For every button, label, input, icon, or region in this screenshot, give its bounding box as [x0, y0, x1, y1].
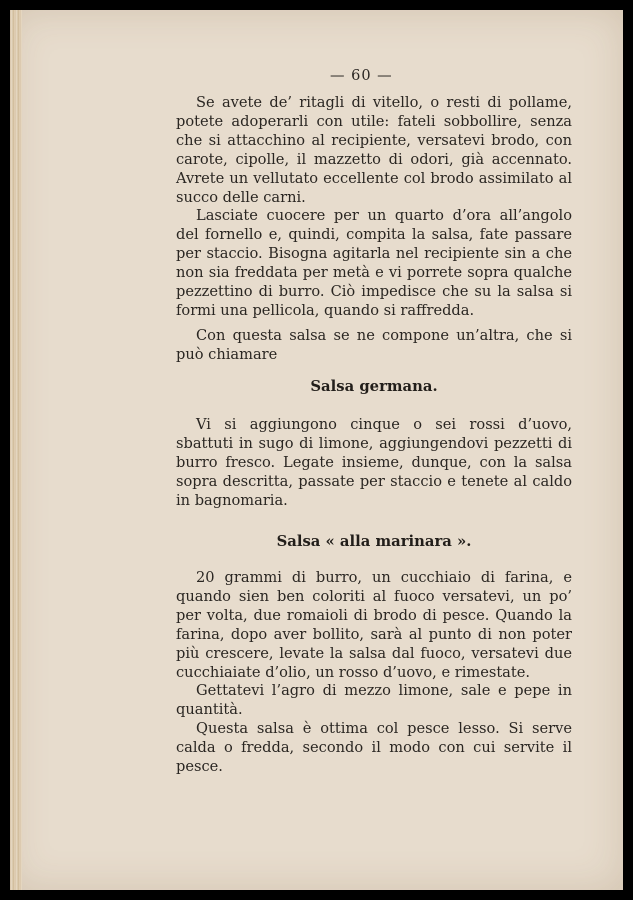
paragraph: Lasciate cuocere per un quarto d’ora all’angolo del fornello e, quindi, compita la salsa, fate passare per staccio. Bisogna agitarla nel recipiente sin a che non sia freddata per metà e vi porrete sopra qualche pezzettino di burro. Ciò impedisce che su la salsa si formi una pellicola, quando si raffredda. — [176, 207, 572, 319]
paragraph: 20 grammi di burro, un cucchiaio di farina, e quando sien ben coloriti al fuoco versatevi, un po’ per volta, due romaioli di brodo di pesce. Quando la farina, dopo aver bollito, sarà al punto di non poter più crescere, levate la salsa dal fuoco, versatevi due cucchiaiate d’olio, un rosso d’uovo, e rimestate. — [176, 569, 572, 681]
page-number: — 60 — — [330, 68, 393, 84]
paragraph: Vi si aggiungono cinque o sei rossi d’uovo, sbattuti in sugo di limone, aggiungendovi pezzetti di burro fresco. Legate insieme, dunque, con la salsa sopra descritta, passate per staccio e tenete al caldo in bagnomaria. — [176, 416, 572, 509]
text-block-2 — [176, 416, 572, 511]
paragraph: Se avete de’ ritagli di vitello, o resti di pollame, potete adoperarli con utile: fateli sobbollire, senza che si attacchino al recipiente, versatevi brodo, con carote, cipolle, il mazzetto di odori, già accennato. Avrete un vellutato eccellente col brodo assimilato al succo delle carni. — [176, 94, 572, 206]
paragraph: Gettatevi l’agro di mezzo limone, sale e pepe in quantità. — [176, 682, 572, 719]
text-block-1 — [176, 94, 572, 365]
text-block-3 — [176, 569, 572, 777]
book-page — [10, 10, 623, 890]
paragraph: Questa salsa è ottima col pesce lesso. Si serve calda o fredda, secondo il modo con cui servite il pesce. — [176, 720, 572, 776]
page-edge — [10, 10, 22, 890]
section-heading: Salsa « alla marinara ». — [276, 533, 472, 550]
paragraph: Con questa salsa se ne compone un’altra, che si può chiamare — [176, 326, 572, 363]
section-heading: Salsa germana. — [310, 378, 438, 395]
